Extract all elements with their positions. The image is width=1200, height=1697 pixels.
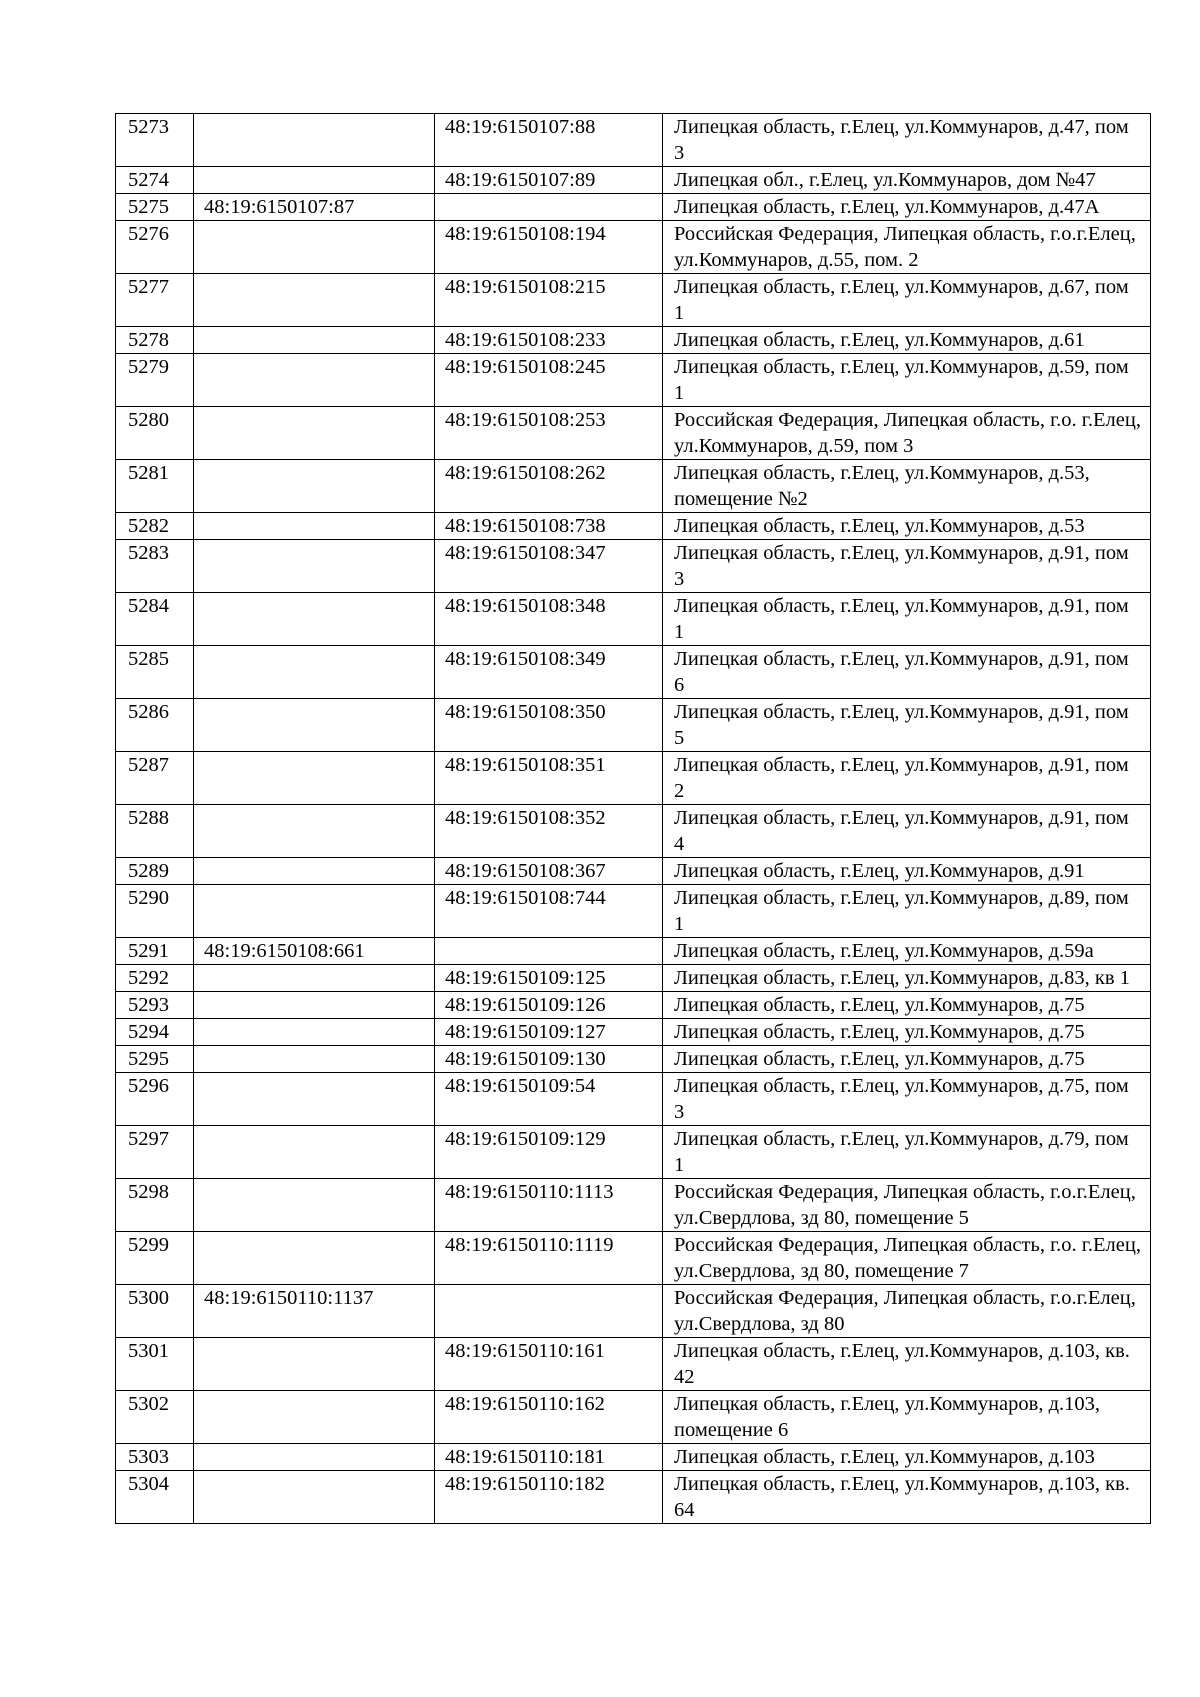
table-row [116, 752, 1151, 805]
address-cell: Липецкая область, г.Елец, ул.Коммунаров, д.75, пом 3 [663, 1073, 1151, 1126]
object-cadastral-number-cell: 48:19:6150108:352 [435, 805, 663, 858]
table-row [116, 965, 1151, 992]
object-cadastral-number-cell: 48:19:6150108:262 [435, 460, 663, 513]
address-cell: Липецкая область, г.Елец, ул.Коммунаров, д.53, помещение №2 [663, 460, 1151, 513]
address-cell: Липецкая область, г.Елец, ул.Коммунаров, д.89, пом 1 [663, 885, 1151, 938]
address-cell: Липецкая область, г.Елец, ул.Коммунаров, д.75 [663, 992, 1151, 1019]
row-number-cell: 5297 [116, 1126, 194, 1179]
address-cell: Липецкая область, г.Елец, ул.Коммунаров, д.91, пом 3 [663, 540, 1151, 593]
object-cadastral-number-cell: 48:19:6150108:738 [435, 513, 663, 540]
land-cadastral-number-cell [194, 1232, 435, 1285]
table-row [116, 1285, 1151, 1338]
land-cadastral-number-cell [194, 167, 435, 194]
table-row [116, 938, 1151, 965]
row-number-cell: 5296 [116, 1073, 194, 1126]
object-cadastral-number-cell: 48:19:6150109:127 [435, 1019, 663, 1046]
land-cadastral-number-cell: 48:19:6150108:661 [194, 938, 435, 965]
object-cadastral-number-cell: 48:19:6150108:349 [435, 646, 663, 699]
object-cadastral-number-cell: 48:19:6150109:126 [435, 992, 663, 1019]
table-row [116, 327, 1151, 354]
land-cadastral-number-cell [194, 992, 435, 1019]
object-cadastral-number-cell: 48:19:6150110:1119 [435, 1232, 663, 1285]
table-row [116, 1232, 1151, 1285]
object-cadastral-number-cell: 48:19:6150107:88 [435, 114, 663, 167]
object-cadastral-number-cell: 48:19:6150108:215 [435, 274, 663, 327]
land-cadastral-number-cell [194, 1179, 435, 1232]
row-number-cell: 5274 [116, 167, 194, 194]
address-cell: Липецкая область, г.Елец, ул.Коммунаров, д.47, пом 3 [663, 114, 1151, 167]
table-row [116, 1126, 1151, 1179]
land-cadastral-number-cell [194, 274, 435, 327]
land-cadastral-number-cell [194, 1126, 435, 1179]
address-cell: Липецкая область, г.Елец, ул.Коммунаров, д.103, кв. 42 [663, 1338, 1151, 1391]
land-cadastral-number-cell [194, 513, 435, 540]
table-row [116, 992, 1151, 1019]
address-cell: Липецкая область, г.Елец, ул.Коммунаров, д.103 [663, 1444, 1151, 1471]
object-cadastral-number-cell: 48:19:6150108:347 [435, 540, 663, 593]
address-cell: Липецкая область, г.Елец, ул.Коммунаров, д.79, пом 1 [663, 1126, 1151, 1179]
address-cell: Липецкая область, г.Елец, ул.Коммунаров, д.53 [663, 513, 1151, 540]
row-number-cell: 5275 [116, 194, 194, 221]
table-row [116, 1179, 1151, 1232]
land-cadastral-number-cell [194, 885, 435, 938]
land-cadastral-number-cell [194, 1444, 435, 1471]
land-cadastral-number-cell [194, 1046, 435, 1073]
object-cadastral-number-cell: 48:19:6150108:367 [435, 858, 663, 885]
object-cadastral-number-cell: 48:19:6150107:89 [435, 167, 663, 194]
address-cell: Липецкая область, г.Елец, ул.Коммунаров, д.75 [663, 1019, 1151, 1046]
table-row [116, 593, 1151, 646]
row-number-cell: 5303 [116, 1444, 194, 1471]
land-cadastral-number-cell [194, 407, 435, 460]
object-cadastral-number-cell: 48:19:6150110:182 [435, 1471, 663, 1524]
row-number-cell: 5282 [116, 513, 194, 540]
address-cell: Липецкая область, г.Елец, ул.Коммунаров, д.91, пом 6 [663, 646, 1151, 699]
address-cell: Липецкая область, г.Елец, ул.Коммунаров, д.91 [663, 858, 1151, 885]
object-cadastral-number-cell: 48:19:6150109:129 [435, 1126, 663, 1179]
row-number-cell: 5291 [116, 938, 194, 965]
land-cadastral-number-cell [194, 965, 435, 992]
object-cadastral-number-cell: 48:19:6150108:194 [435, 221, 663, 274]
object-cadastral-number-cell: 48:19:6150108:253 [435, 407, 663, 460]
table-row [116, 221, 1151, 274]
land-cadastral-number-cell [194, 699, 435, 752]
object-cadastral-number-cell [435, 1285, 663, 1338]
table-row [116, 885, 1151, 938]
address-cell: Липецкая область, г.Елец, ул.Коммунаров, д.47А [663, 194, 1151, 221]
address-cell: Липецкая область, г.Елец, ул.Коммунаров, д.103, кв. 64 [663, 1471, 1151, 1524]
land-cadastral-number-cell [194, 858, 435, 885]
land-cadastral-number-cell [194, 805, 435, 858]
land-cadastral-number-cell [194, 327, 435, 354]
row-number-cell: 5287 [116, 752, 194, 805]
object-cadastral-number-cell: 48:19:6150108:351 [435, 752, 663, 805]
address-cell: Липецкая область, г.Елец, ул.Коммунаров, д.91, пом 1 [663, 593, 1151, 646]
address-cell: Липецкая область, г.Елец, ул.Коммунаров, д.83, кв 1 [663, 965, 1151, 992]
land-cadastral-number-cell [194, 752, 435, 805]
land-cadastral-number-cell [194, 646, 435, 699]
address-cell: Российская Федерация, Липецкая область, г.о. г.Елец, ул.Коммунаров, д.59, пом 3 [663, 407, 1151, 460]
object-cadastral-number-cell: 48:19:6150108:350 [435, 699, 663, 752]
row-number-cell: 5278 [116, 327, 194, 354]
row-number-cell: 5280 [116, 407, 194, 460]
table-row [116, 1019, 1151, 1046]
row-number-cell: 5279 [116, 354, 194, 407]
address-cell: Липецкая область, г.Елец, ул.Коммунаров, д.61 [663, 327, 1151, 354]
table-row [116, 646, 1151, 699]
table-row [116, 1338, 1151, 1391]
table-row [116, 274, 1151, 327]
address-cell: Липецкая область, г.Елец, ул.Коммунаров, д.91, пом 5 [663, 699, 1151, 752]
address-cell: Липецкая область, г.Елец, ул.Коммунаров, д.67, пом 1 [663, 274, 1151, 327]
row-number-cell: 5298 [116, 1179, 194, 1232]
object-cadastral-number-cell: 48:19:6150110:1113 [435, 1179, 663, 1232]
table-row [116, 460, 1151, 513]
table-row [116, 194, 1151, 221]
table-row [116, 1073, 1151, 1126]
address-cell: Российская Федерация, Липецкая область, г.о.г.Елец, ул.Коммунаров, д.55, пом. 2 [663, 221, 1151, 274]
land-cadastral-number-cell [194, 1338, 435, 1391]
land-cadastral-number-cell [194, 354, 435, 407]
table-row [116, 114, 1151, 167]
table-row [116, 1391, 1151, 1444]
registry-table-body [116, 114, 1151, 1524]
land-cadastral-number-cell [194, 1019, 435, 1046]
table-row [116, 1046, 1151, 1073]
object-cadastral-number-cell: 48:19:6150110:161 [435, 1338, 663, 1391]
object-cadastral-number-cell: 48:19:6150109:130 [435, 1046, 663, 1073]
row-number-cell: 5286 [116, 699, 194, 752]
table-row [116, 540, 1151, 593]
row-number-cell: 5276 [116, 221, 194, 274]
object-cadastral-number-cell: 48:19:6150108:348 [435, 593, 663, 646]
address-cell: Российская Федерация, Липецкая область, г.о.г.Елец, ул.Свердлова, зд 80 [663, 1285, 1151, 1338]
land-cadastral-number-cell [194, 1471, 435, 1524]
table-row [116, 699, 1151, 752]
table-row [116, 354, 1151, 407]
table-row [116, 1471, 1151, 1524]
row-number-cell: 5295 [116, 1046, 194, 1073]
address-cell: Российская Федерация, Липецкая область, г.о.г.Елец, ул.Свердлова, зд 80, помещение 5 [663, 1179, 1151, 1232]
land-cadastral-number-cell [194, 1073, 435, 1126]
address-cell: Липецкая область, г.Елец, ул.Коммунаров, д.59, пом 1 [663, 354, 1151, 407]
land-cadastral-number-cell: 48:19:6150107:87 [194, 194, 435, 221]
object-cadastral-number-cell [435, 194, 663, 221]
object-cadastral-number-cell: 48:19:6150110:181 [435, 1444, 663, 1471]
object-cadastral-number-cell: 48:19:6150108:245 [435, 354, 663, 407]
row-number-cell: 5290 [116, 885, 194, 938]
address-cell: Липецкая область, г.Елец, ул.Коммунаров, д.91, пом 2 [663, 752, 1151, 805]
row-number-cell: 5304 [116, 1471, 194, 1524]
table-row [116, 407, 1151, 460]
address-cell: Липецкая область, г.Елец, ул.Коммунаров, д.91, пом 4 [663, 805, 1151, 858]
address-cell: Липецкая область, г.Елец, ул.Коммунаров, д.75 [663, 1046, 1151, 1073]
object-cadastral-number-cell: 48:19:6150108:233 [435, 327, 663, 354]
land-cadastral-number-cell [194, 221, 435, 274]
row-number-cell: 5284 [116, 593, 194, 646]
land-cadastral-number-cell [194, 460, 435, 513]
object-cadastral-number-cell: 48:19:6150110:162 [435, 1391, 663, 1444]
address-cell: Липецкая область, г.Елец, ул.Коммунаров, д.59а [663, 938, 1151, 965]
object-cadastral-number-cell: 48:19:6150109:54 [435, 1073, 663, 1126]
object-cadastral-number-cell [435, 938, 663, 965]
row-number-cell: 5299 [116, 1232, 194, 1285]
row-number-cell: 5277 [116, 274, 194, 327]
row-number-cell: 5301 [116, 1338, 194, 1391]
row-number-cell: 5300 [116, 1285, 194, 1338]
land-cadastral-number-cell: 48:19:6150110:1137 [194, 1285, 435, 1338]
row-number-cell: 5273 [116, 114, 194, 167]
land-cadastral-number-cell [194, 540, 435, 593]
object-cadastral-number-cell: 48:19:6150108:744 [435, 885, 663, 938]
table-row [116, 167, 1151, 194]
registry-table [115, 113, 1151, 1524]
row-number-cell: 5294 [116, 1019, 194, 1046]
row-number-cell: 5293 [116, 992, 194, 1019]
table-row [116, 805, 1151, 858]
row-number-cell: 5288 [116, 805, 194, 858]
row-number-cell: 5285 [116, 646, 194, 699]
land-cadastral-number-cell [194, 1391, 435, 1444]
address-cell: Липецкая обл., г.Елец, ул.Коммунаров, дом №47 [663, 167, 1151, 194]
table-row [116, 858, 1151, 885]
row-number-cell: 5302 [116, 1391, 194, 1444]
row-number-cell: 5281 [116, 460, 194, 513]
row-number-cell: 5289 [116, 858, 194, 885]
land-cadastral-number-cell [194, 593, 435, 646]
row-number-cell: 5283 [116, 540, 194, 593]
address-cell: Липецкая область, г.Елец, ул.Коммунаров, д.103, помещение 6 [663, 1391, 1151, 1444]
address-cell: Российская Федерация, Липецкая область, г.о. г.Елец, ул.Свердлова, зд 80, помещение 7 [663, 1232, 1151, 1285]
row-number-cell: 5292 [116, 965, 194, 992]
table-row [116, 1444, 1151, 1471]
object-cadastral-number-cell: 48:19:6150109:125 [435, 965, 663, 992]
table-row [116, 513, 1151, 540]
land-cadastral-number-cell [194, 114, 435, 167]
